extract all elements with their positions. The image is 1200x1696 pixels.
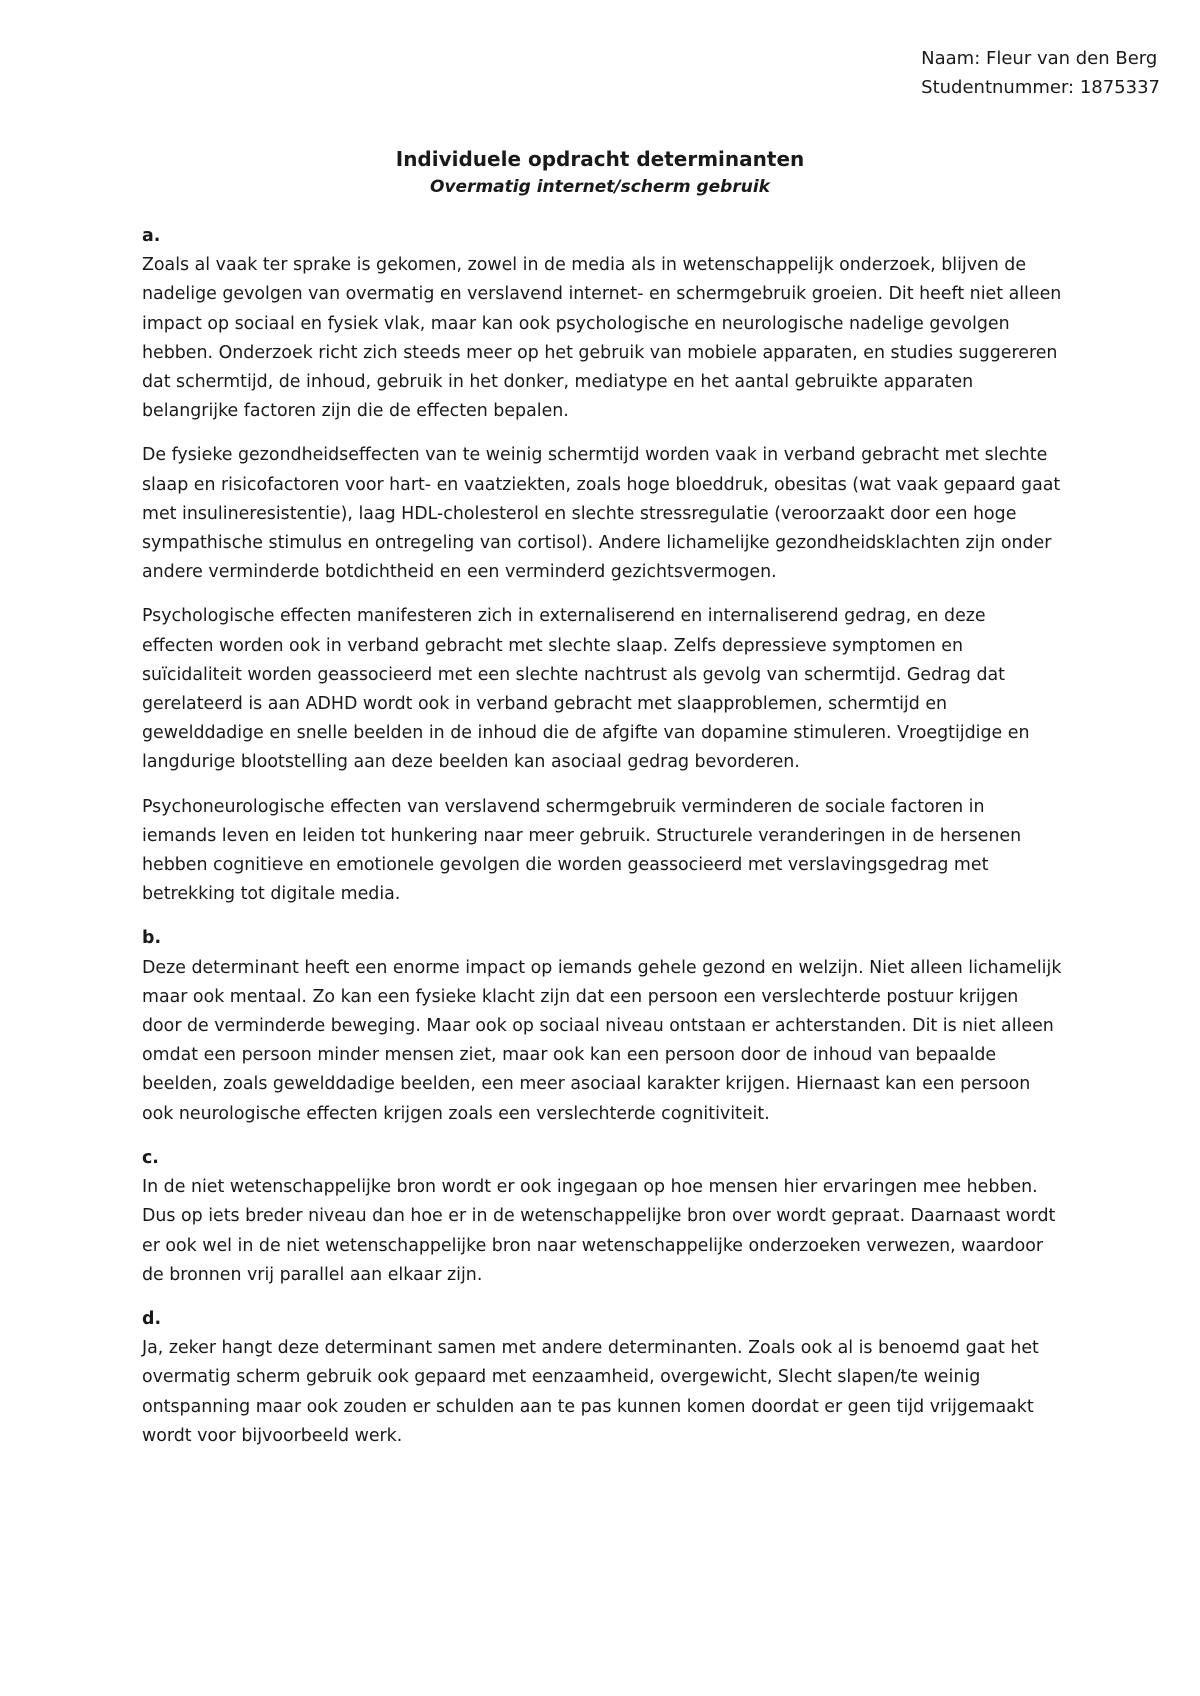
section-b <box>142 924 1062 1128</box>
paragraph: Zoals al vaak ter sprake is gekomen, zowel in de media als in wetenschappelijk onderzoek, blijven de nadelige gevolgen van overmatig en verslavend internet- en schermgebruik groeien. Dit heeft niet alleen impact op sociaal en fysiek vlak, maar kan ook psychologische en neurologische nadelige gevolgen hebben. Onderzoek richt zich steeds meer op het gebruik van mobiele apparaten, en studies suggereren dat schermtijd, de inhoud, gebruik in het donker, mediatype en het aantal gebruikte apparaten belangrijke factoren zijn die de effecten bepalen. <box>142 255 1062 422</box>
section-label: c. <box>142 1147 159 1168</box>
document-subtitle: Overmatig internet/scherm gebruik <box>430 177 770 197</box>
paragraph: Deze determinant heeft een enorme impact op iemands gehele gezond en welzijn. Niet alleen lichamelijk maar ook mentaal. Zo kan een fysieke klacht zijn dat een persoon een verslechterde postuur krijgen door de verminderde beweging. Maar ook op sociaal niveau ontstaan er achterstanden. Dit is niet alleen omdat een persoon minder mensen ziet, maar ook kan een persoon door de inhoud van bepaalde beelden, zoals gewelddadige beelden, een meer asociaal karakter krijgen. Hiernaast kan een persoon ook neurologische effecten krijgen zoals een verslechterde cognitiviteit. <box>142 957 1062 1124</box>
section-d <box>142 1305 1062 1451</box>
paragraph: De fysieke gezondheidseffecten van te weinig schermtijd worden vaak in verband gebracht met slechte slaap en risicofactoren voor hart- en vaatziekten, zoals hoge bloeddruk, obesitas (wat vaak gepaard gaat met insulineresistentie), laag HDL-cholesterol en slechte stressregulatie (veroorzaakt door een hoge sympathische stimulus en ontregeling van cortisol). Andere lichamelijke gezondheidsklachten zijn onder andere verminderde botdichtheid en een verminderd gezichtsvermogen. <box>142 445 1061 583</box>
section-label: b. <box>142 928 162 949</box>
paragraph: Psychoneurologische effecten van verslavend schermgebruik verminderen de sociale factoren in iemands leven en leiden tot hunkering naar meer gebruik. Structurele veranderingen in de hersenen hebben cognitieve en emotionele gevolgen die worden geassocieerd met verslavingsgedrag met betrekking tot digitale media. <box>142 796 1022 905</box>
author-info <box>921 44 1160 102</box>
paragraph: In de niet wetenschappelijke bron wordt er ook ingegaan op hoe mensen hier ervaringen mee hebben. Dus op iets breder niveau dan hoe er in de wetenschappelijke bron over wordt gepraat. Daarnaast wordt er ook wel in de niet wetenschappelijke bron naar wetenschappelijke onderzoeken verwezen, waardoor de bronnen vrij parallel aan elkaar zijn. <box>142 1177 1056 1285</box>
section-a <box>142 222 1062 909</box>
section-label: d. <box>142 1308 162 1329</box>
section-label: a. <box>142 226 161 246</box>
document-body <box>142 222 1062 1466</box>
paragraph: Ja, zeker hangt deze determinant samen met andere determinanten. Zoals ook al is benoemd gaat het overmatig scherm gebruik ook gepaard met eenzaamheid, overgewicht, Slecht slapen/te weinig ontspanning maar ook zouden er schulden aan te pas kunnen komen doordat er geen tijd vrijgemaakt wordt voor bijvoorbeeld werk. <box>142 1338 1039 1446</box>
student-number: Studentnummer: 1875337 <box>921 77 1160 98</box>
document-title: Individuele opdracht determinanten <box>395 147 805 171</box>
section-c <box>142 1144 1062 1290</box>
title-block <box>0 145 1200 201</box>
paragraph: Psychologische effecten manifesteren zich in externaliserend en internaliserend gedrag, en deze effecten worden ook in verband gebracht met slechte slaap. Zelfs depressieve symptomen en suïcidaliteit worden geassocieerd met een slechte nachtrust als gevolg van schermtijd. Gedrag dat gerelateerd is aan ADHD wordt ook in verband gebracht met slaapproblemen, schermtijd en gewelddadige en snelle beelden in de inhoud die de afgifte van dopamine stimuleren. Vroegtijdige en langdurige blootstelling aan deze beelden kan asociaal gedrag bevorderen. <box>142 606 1030 773</box>
student-name: Naam: Fleur van den Berg <box>921 48 1158 69</box>
